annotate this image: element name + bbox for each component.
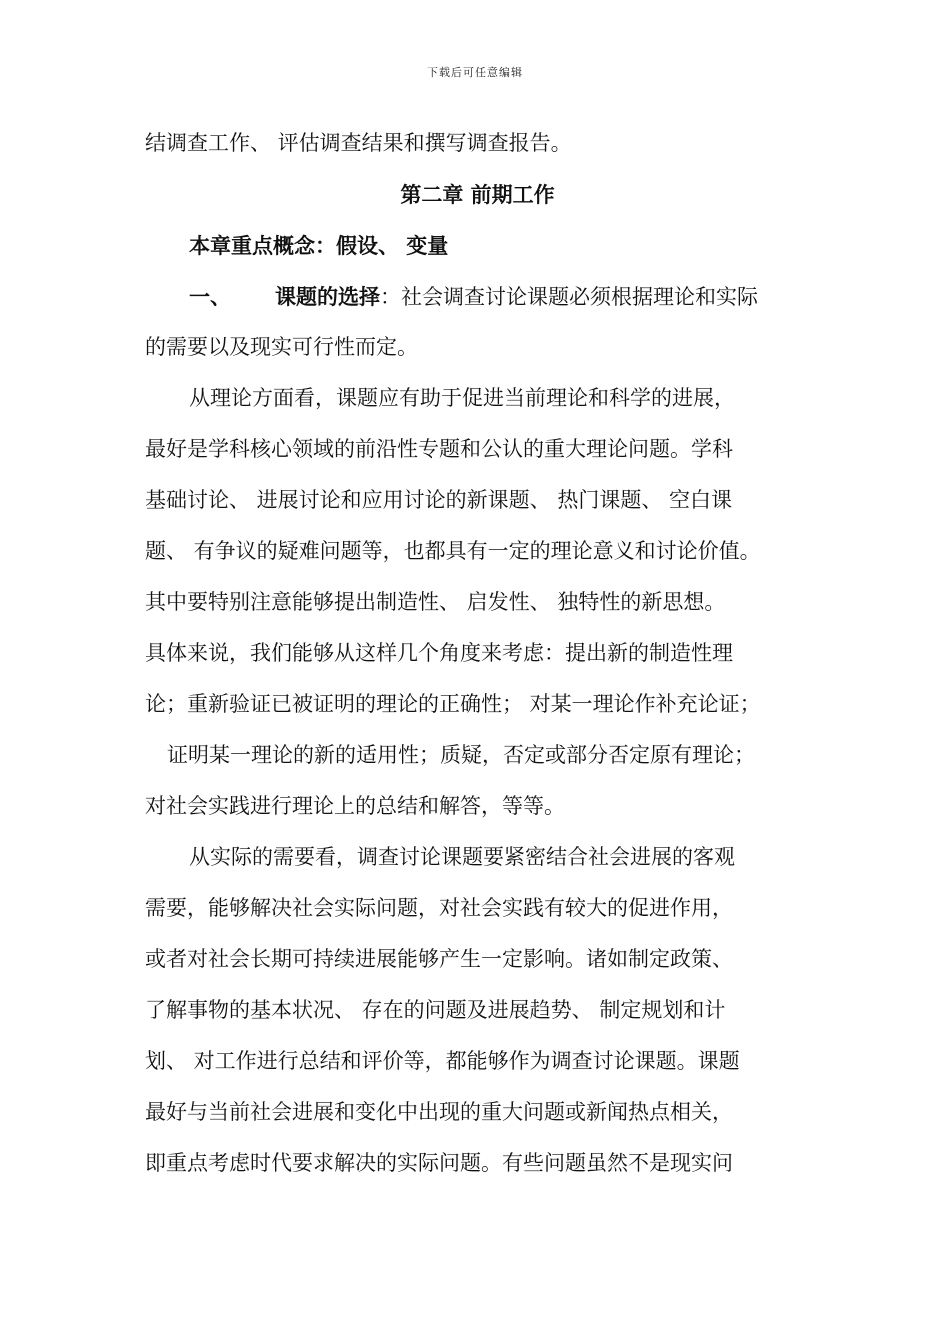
paragraph-start: 从实际的需要看，调查讨论课题要紧密结合社会进展的客观: [189, 845, 735, 869]
text-line: 了解事物的基本状况、 存在的问题及进展趋势、 制定规划和计: [145, 998, 726, 1022]
text-line: 最好是学科核心领域的前沿性专题和公认的重大理论问题。学科: [145, 437, 733, 461]
text-line: 或者对社会长期可持续进展能够产生一定影响。诸如制定政策、: [145, 947, 733, 971]
key-concepts-heading: 本章重点概念：假设、 变量: [189, 233, 449, 258]
text-line: 基础讨论、 进展讨论和应用讨论的新课题、 热门课题、 空白课: [145, 488, 733, 512]
text-line: 即重点考虑时代要求解决的实际问题。有些问题虽然不是现实问: [145, 1151, 733, 1175]
page-header-note: 下载后可任意编辑: [427, 66, 523, 79]
section-title: 课题的选择: [275, 284, 380, 309]
text-line: 论；重新验证已被证明的理论的正确性； 对某一理论作补充论证；: [145, 692, 761, 716]
text-line: 结调查工作、 评估调查结果和撰写调查报告。: [145, 131, 572, 155]
document-body: [145, 118, 810, 1189]
text-line: 最好与当前社会进展和变化中出现的重大问题或新闻热点相关，: [145, 1100, 733, 1124]
text-line: 需要，能够解决社会实际问题，对社会实践有较大的促进作用，: [145, 896, 733, 920]
text-line: 题、 有争议的疑难问题等，也都具有一定的理论意义和讨论价值。: [145, 539, 761, 563]
text-line: 对社会实践进行理论上的总结和解答，等等。: [145, 794, 565, 818]
section-number: 一、: [189, 284, 231, 309]
paragraph-start: 从理论方面看，课题应有助于促进当前理论和科学的进展，: [189, 386, 735, 410]
chapter-title: 第二章 前期工作: [400, 182, 555, 207]
section-heading: [145, 271, 810, 322]
text-line: 其中要特别注意能够提出制造性、 启发性、 独特性的新思想。: [145, 590, 726, 614]
text-line: 证明某一理论的新的适用性；质疑，否定或部分否定原有理论；: [167, 743, 755, 767]
section-text: ：社会调查讨论课题必须根据理论和实际: [380, 285, 758, 309]
text-line: 的需要以及现实可行性而定。: [145, 335, 418, 359]
text-line: 具体来说，我们能够从这样几个角度来考虑：提出新的制造性理: [145, 641, 733, 665]
text-line: 划、 对工作进行总结和评价等，都能够作为调查讨论课题。课题: [145, 1049, 740, 1073]
